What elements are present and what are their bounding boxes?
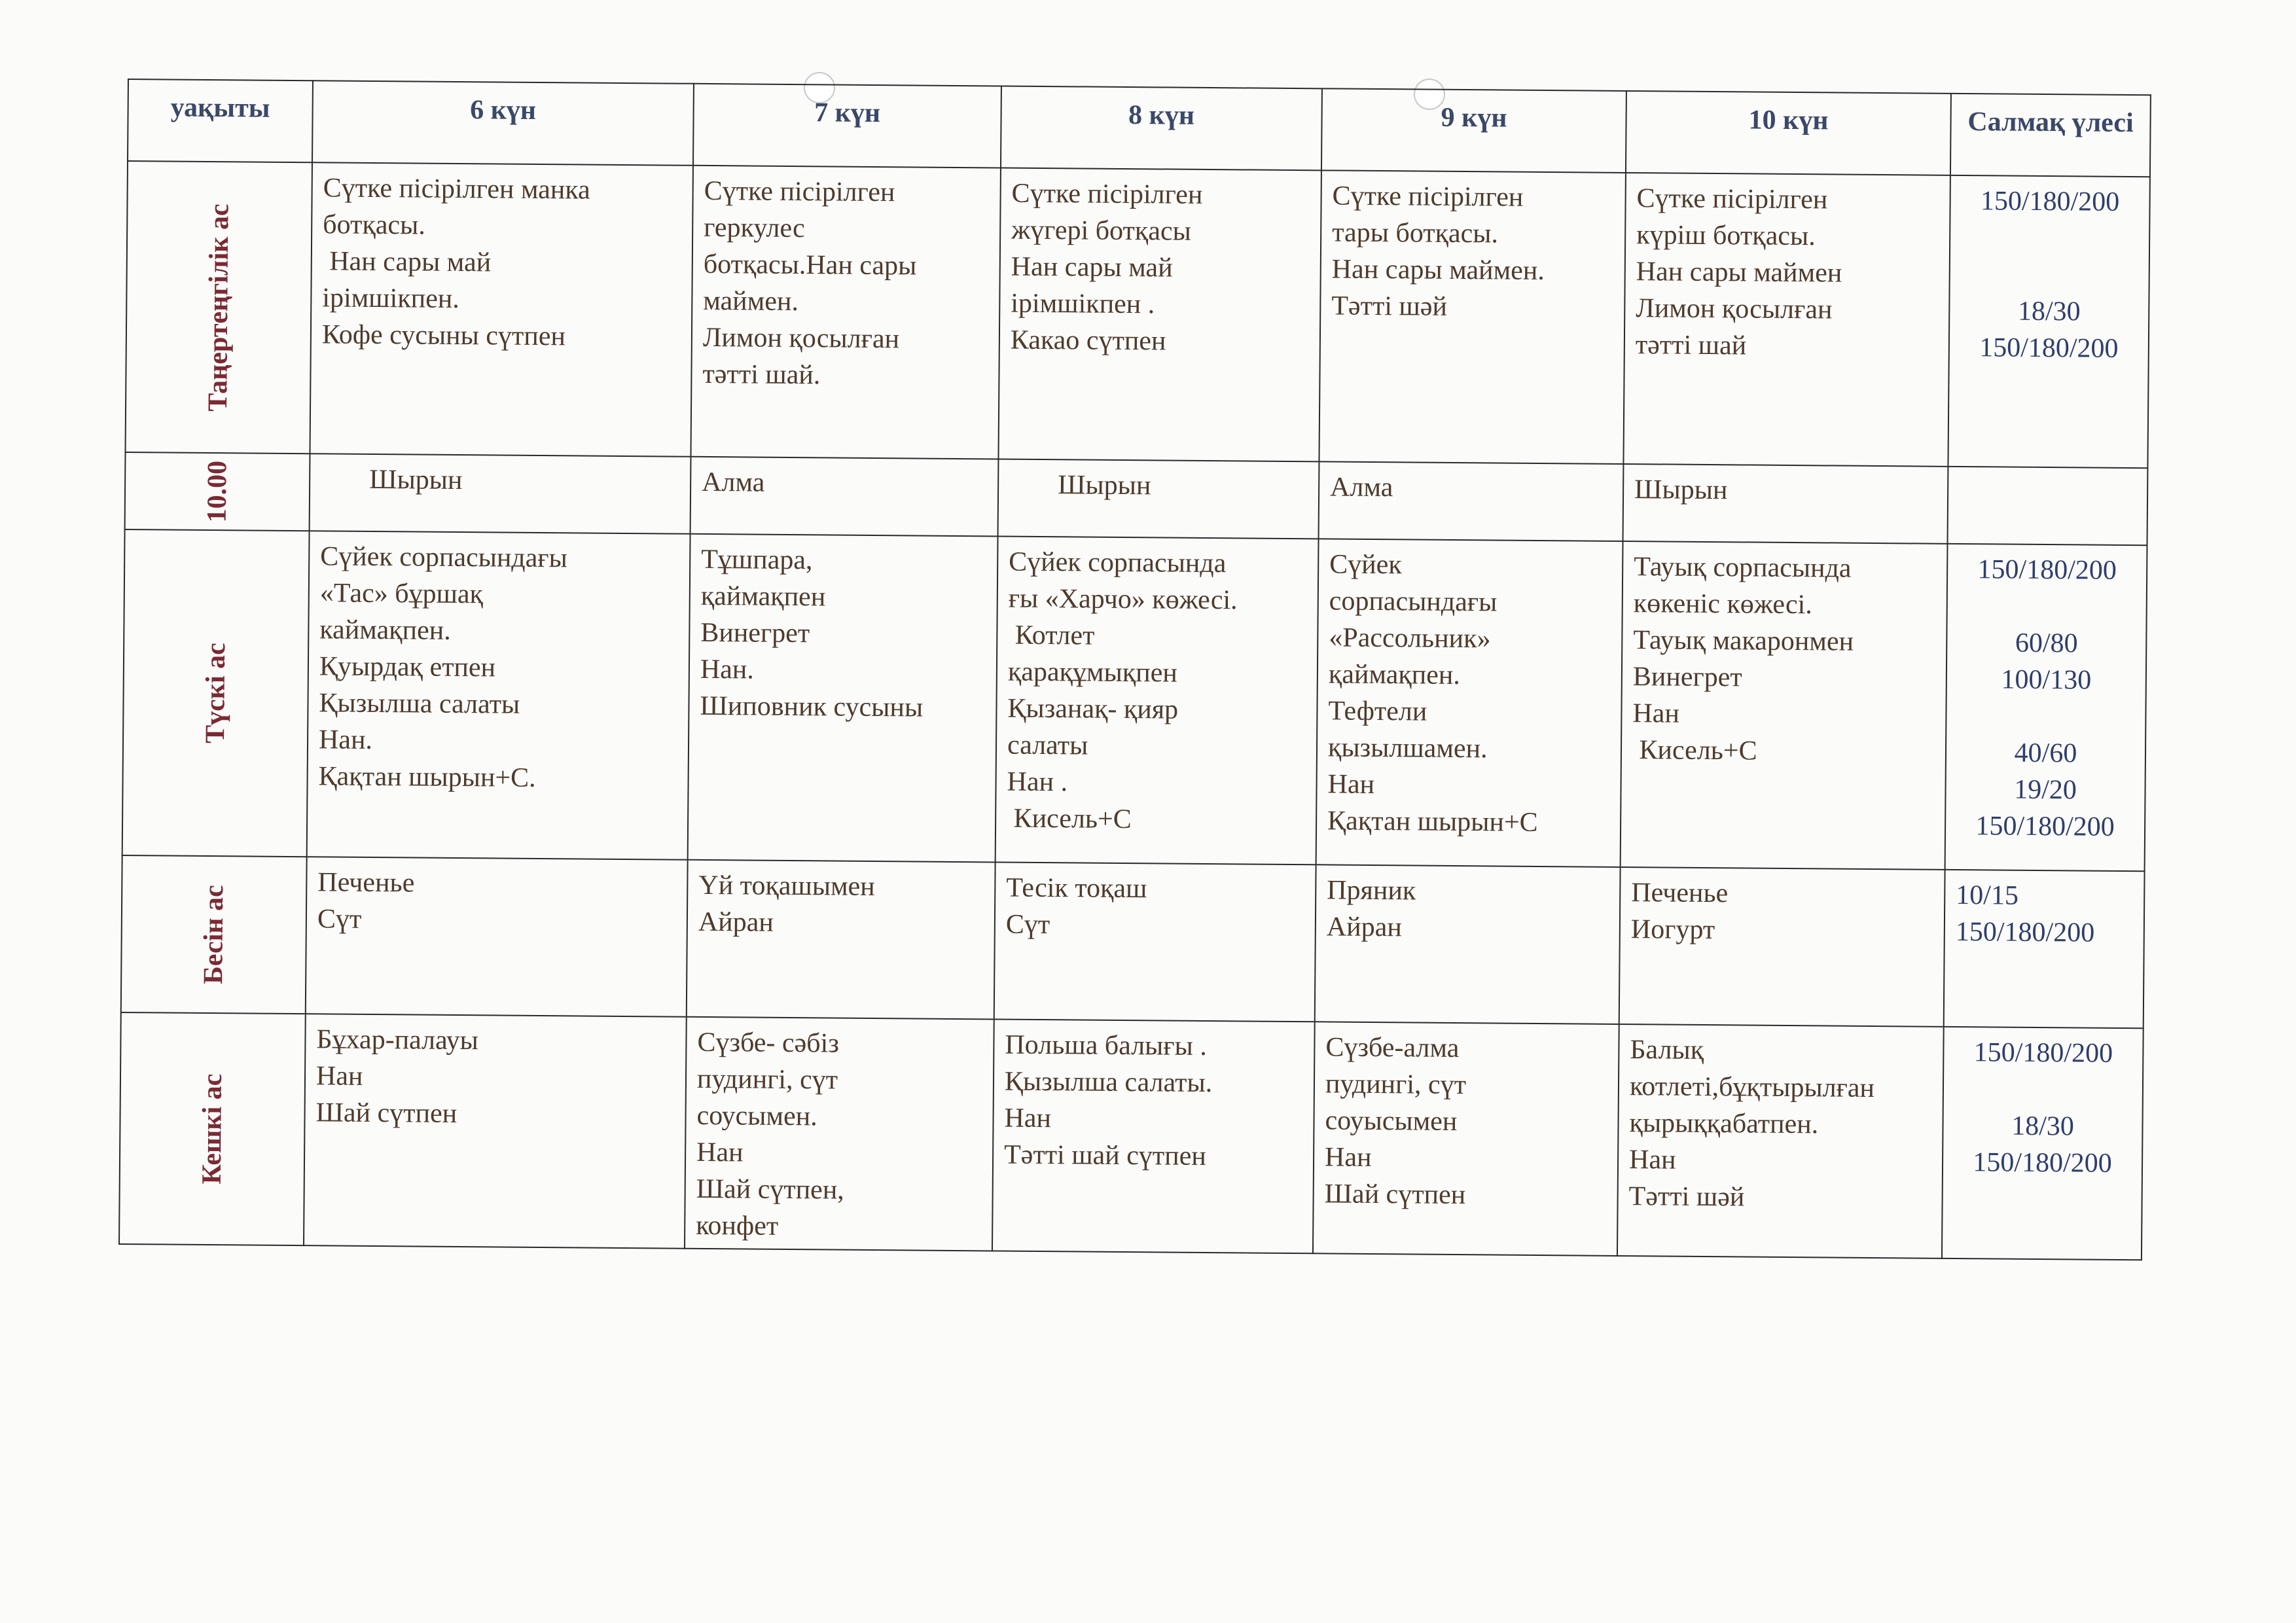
menu-line: Нан: [1632, 698, 1680, 729]
weight-cell: [1944, 870, 2145, 1028]
weight-line: 150/180/200: [1979, 332, 2119, 364]
menu-line: Айран: [698, 906, 774, 938]
menu-cell: [1619, 867, 1945, 1027]
weight-line: 18/30: [2017, 296, 2081, 327]
menu-line: Сүйек сорпасындағы: [320, 541, 568, 574]
weight-cell: [1945, 544, 2147, 871]
menu-line: салаты: [1007, 730, 1088, 761]
menu-line: Лимон қосылған: [1636, 293, 1833, 325]
menu-line: Тефтели: [1328, 696, 1427, 727]
menu-line: Тесік тоқаш: [1006, 872, 1147, 904]
menu-line: Нан: [315, 1061, 363, 1092]
menu-line: көкеніс көжесі.: [1633, 588, 1813, 620]
menu-line: Шиповник сусыны: [700, 690, 924, 723]
menu-line: Сүзбе-алма: [1325, 1032, 1460, 1064]
meal-label: 10.00: [202, 460, 233, 523]
menu-line: Нан.: [318, 724, 373, 755]
menu-line: Тәтті шай сүтпен: [1003, 1139, 1207, 1171]
menu-line: Лимон қосылған: [702, 322, 900, 355]
menu-line: Сүйек: [1329, 549, 1402, 580]
menu-line: Сүтке пісірілген: [1636, 183, 1828, 215]
menu-line: Нан: [1324, 1142, 1372, 1173]
menu-line: ірімшікпен .: [1011, 288, 1155, 320]
menu-cell: [998, 459, 1319, 539]
menu-line: Сүтке пісірілген: [1011, 178, 1203, 210]
menu-line: Шай сүтпен: [1324, 1179, 1466, 1211]
menu-line: қызылшамен.: [1327, 732, 1488, 764]
menu-line: котлеті,бұқтырылған: [1629, 1071, 1875, 1104]
menu-table: [118, 79, 2151, 1260]
menu-line: Винегрет: [700, 617, 810, 649]
menu-cell: [691, 457, 999, 537]
day-10-header: 10 күн: [1626, 91, 1951, 175]
menu-line: Сүт: [317, 904, 362, 935]
weight-line: 150/180/200: [1955, 916, 2095, 948]
day-6-header: 6 күн: [312, 80, 694, 166]
menu-cell: [688, 534, 998, 863]
menu-line: ботқасы.Нан сары: [703, 249, 917, 281]
weight-line: 18/30: [2011, 1111, 2075, 1142]
menu-cell: [1623, 464, 1948, 544]
menu-line: Нан: [1004, 1103, 1052, 1134]
menu-line: пудингі, сүт: [1325, 1069, 1467, 1101]
menu-cell: [310, 162, 693, 457]
menu-line: сорпасындағы: [1329, 586, 1498, 618]
menu-cell: [994, 862, 1316, 1022]
meal-label-cell: [125, 452, 310, 531]
menu-line: Польша балығы .: [1005, 1029, 1208, 1061]
weight-line: 150/180/200: [1973, 1037, 2113, 1069]
day-7-header: 7 күн: [693, 84, 1001, 168]
menu-line: Бұхар-палауы: [316, 1024, 479, 1056]
menu-line: Қақтан шырын+С.: [318, 761, 536, 793]
weight-line: 150/180/200: [1980, 186, 2120, 217]
menu-line: Қызылша салаты.: [1004, 1066, 1213, 1099]
menu-line: Нан: [1327, 769, 1375, 800]
menu-line: ірімшікпен.: [322, 283, 459, 314]
menu-line: Сүйек сорпасында: [1009, 546, 1227, 579]
weight-line: [1961, 219, 2138, 257]
time-column-header: уақыты: [128, 79, 313, 162]
menu-line: Қызанақ- қияр: [1007, 693, 1179, 725]
meal-label-cell: [119, 1012, 306, 1245]
menu-line: Нан сары маймен.: [1331, 254, 1545, 287]
table-row: [121, 855, 2145, 1028]
menu-cell: [685, 1017, 994, 1251]
meal-label: Таңертеңгілік ас: [203, 203, 235, 412]
menu-line: жүгері ботқасы: [1011, 215, 1191, 247]
menu-line: қарақұмықпен: [1007, 656, 1177, 688]
weight-cell: [1942, 1027, 2144, 1260]
menu-line: тары ботқасы.: [1332, 217, 1499, 249]
menu-line: тәтті шай.: [702, 359, 821, 391]
menu-cell: [992, 1019, 1315, 1253]
header-row: [128, 79, 2151, 177]
weight-line: 40/60: [2014, 738, 2077, 769]
day-9-header: 9 күн: [1321, 88, 1626, 173]
weight-cell: [1948, 467, 2148, 545]
menu-line: «Тас» бұршақ: [319, 578, 484, 610]
meal-label: Бесін ас: [198, 885, 230, 985]
menu-cell: [1617, 1024, 1944, 1258]
menu-line: Шай сүтпен: [315, 1097, 457, 1129]
menu-line: ботқасы.: [323, 209, 426, 241]
menu-line: геркулес: [704, 212, 805, 244]
menu-line: Шырын: [1057, 470, 1151, 501]
menu-line: Нан сары май: [322, 246, 492, 278]
meal-label: Түскі ас: [200, 643, 232, 744]
menu-line: Балық: [1630, 1035, 1704, 1065]
menu-cell: [996, 536, 1319, 865]
day-8-header: 8 күн: [1001, 86, 1322, 170]
menu-line: Сүтке пісірілген: [704, 175, 895, 208]
menu-line: Кофе сусыны сүтпен: [321, 319, 566, 352]
menu-line: Қақтан шырын+С: [1327, 806, 1538, 838]
menu-line: қаймақпен.: [1328, 659, 1461, 691]
menu-line: Тұшпара,: [701, 544, 813, 576]
menu-line: Тауық макаронмен: [1633, 625, 1854, 657]
menu-cell: [307, 531, 691, 860]
menu-cell: [1319, 461, 1624, 541]
menu-line: қырыққабатпен.: [1629, 1108, 1819, 1140]
weight-line: [1957, 698, 2134, 736]
menu-line: Алма: [702, 467, 765, 498]
menu-cell: [998, 168, 1321, 461]
menu-cell: [1623, 173, 1950, 467]
menu-line: соусымен.: [696, 1100, 817, 1132]
menu-line: Шай сүтпен,: [696, 1173, 844, 1205]
menu-line: Тәтті шәй: [1628, 1181, 1745, 1213]
menu-line: Котлет: [1008, 620, 1095, 651]
menu-cell: [1319, 170, 1625, 464]
menu-line: Қызылша салаты: [319, 688, 520, 720]
table-row: [122, 529, 2147, 871]
menu-line: «Рассольник»: [1329, 622, 1491, 654]
menu-line: Айран: [1326, 912, 1402, 943]
weight-line: 150/180/200: [1975, 811, 2115, 842]
meal-label-cell: [126, 161, 312, 454]
menu-line: Нан: [1628, 1145, 1676, 1175]
weight-cell: [1948, 175, 2149, 468]
weight-line: 10/15: [1956, 880, 2019, 911]
menu-cell: [1313, 1022, 1619, 1256]
menu-cell: [1621, 541, 1948, 870]
menu-line: Нан сары маймен: [1636, 257, 1842, 289]
weight-line: 150/180/200: [1977, 554, 2117, 586]
menu-line: каймақпен.: [319, 615, 451, 646]
menu-line: пудингі, сүт: [696, 1063, 838, 1096]
meal-label: Кешкі ас: [196, 1073, 228, 1185]
weight-column-header: Салмақ үлесі: [1950, 94, 2151, 177]
weight-line: 60/80: [2015, 628, 2078, 659]
table-row: [126, 161, 2150, 468]
menu-line: Иогурт: [1630, 914, 1715, 946]
menu-line: Нан.: [700, 654, 755, 685]
menu-line: Тауық сорпасында: [1634, 552, 1852, 584]
menu-line: Сүтке пісірілген манка: [323, 173, 590, 205]
menu-line: ғы «Харчо» көжесі.: [1008, 583, 1238, 616]
meal-label-cell: [121, 855, 307, 1014]
weight-line: 100/130: [2001, 664, 2092, 696]
menu-cell: [1315, 865, 1621, 1024]
menu-cell: [304, 1014, 687, 1249]
menu-line: Винегрет: [1632, 662, 1742, 693]
weight-line: 19/20: [2014, 774, 2077, 806]
menu-line: Шырын: [1634, 474, 1728, 506]
menu-line: Тәтті шәй: [1331, 291, 1448, 322]
menu-cell: [691, 166, 1000, 459]
table-row: [119, 1012, 2144, 1260]
menu-line: Қуырдақ етпен: [319, 651, 496, 683]
weight-line: 150/180/200: [1973, 1147, 2112, 1179]
menu-line: Үй тоқашымен: [698, 870, 875, 902]
menu-line: Нан: [696, 1137, 744, 1168]
menu-line: соуысымен: [1325, 1105, 1458, 1137]
menu-line: Пряник: [1327, 875, 1416, 906]
menu-line: Сүтке пісірілген: [1332, 181, 1524, 213]
menu-line: Какао сүтпен: [1010, 325, 1166, 357]
menu-line: конфет: [696, 1210, 779, 1241]
menu-line: Печенье: [1631, 878, 1729, 909]
menu-line: күріш ботқасы.: [1636, 220, 1816, 252]
menu-cell: [687, 860, 996, 1020]
menu-line: Кисель+С: [1006, 803, 1132, 835]
menu-line: Сүзбе- сәбіз: [697, 1027, 840, 1059]
menu-cell: [1316, 539, 1623, 867]
menu-cell: [306, 857, 688, 1017]
menu-line: Сүт: [1005, 909, 1050, 940]
menu-line: қаймақпен: [700, 580, 826, 613]
menu-line: Кисель+С: [1632, 735, 1757, 766]
weight-line: [1961, 256, 2138, 294]
menu-line: Нан сары май: [1011, 251, 1173, 283]
weight-line: [1959, 474, 2136, 475]
meal-label-cell: [122, 529, 310, 857]
menu-line: Алма: [1329, 472, 1393, 503]
menu-line: тәтті шай: [1635, 330, 1747, 361]
weight-line: [1958, 588, 2136, 626]
menu-line: маймен.: [703, 285, 799, 317]
weight-line: [1954, 1071, 2132, 1109]
menu-line: Печенье: [317, 867, 415, 899]
menu-cell: [310, 454, 691, 534]
menu-line: Нан .: [1007, 766, 1068, 798]
menu-line: Шырын: [369, 464, 463, 496]
